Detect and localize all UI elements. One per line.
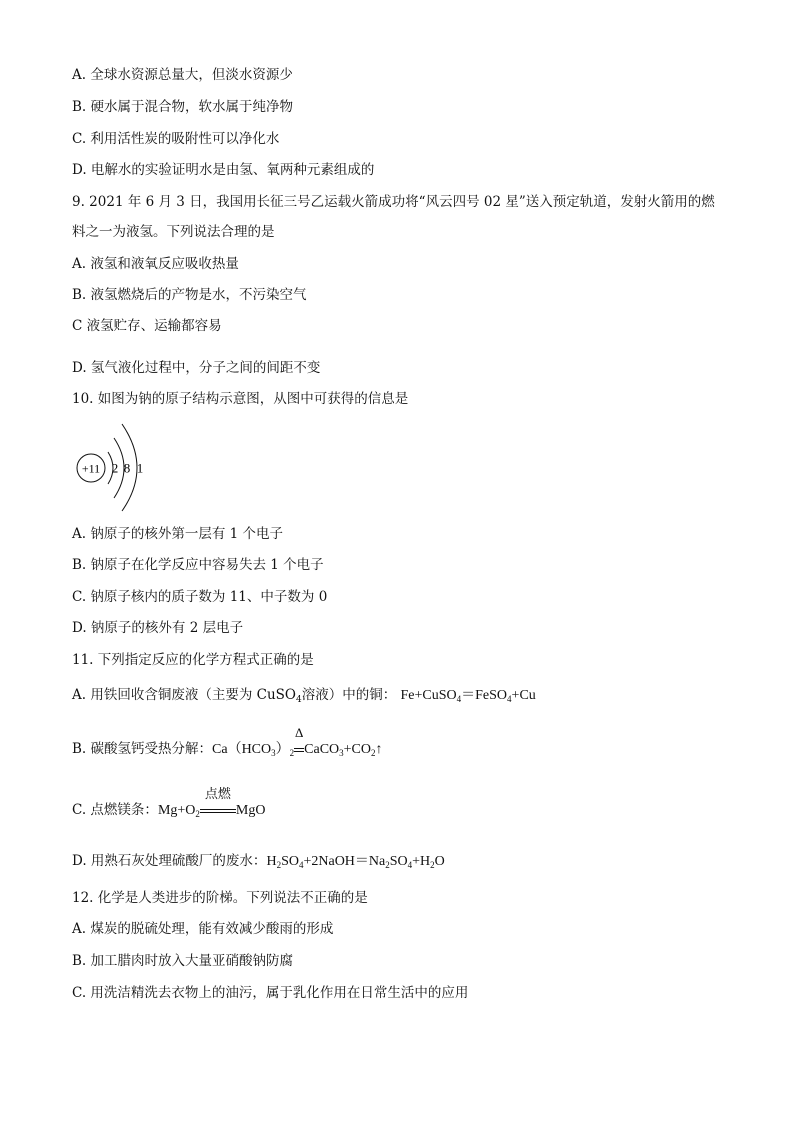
q11-b-label: B. 碳酸氢钙受热分解：	[72, 741, 213, 757]
q8-option-c: C. 利用活性炭的吸附性可以净化水	[72, 131, 280, 147]
q11-option-d	[72, 852, 445, 874]
q11-a-equation: Fe+CuSO$_4$＝FeSO$_4$+Cu	[400, 688, 536, 704]
q9-stem-line2: 料之一为液氢。下列说法合理的是	[72, 224, 275, 240]
q10-stem: 10. 如图为钠的原子结构示意图，从图中可获得的信息是	[72, 391, 409, 407]
q9-option-b: B. 液氢燃烧后的产物是水，不污染空气	[72, 287, 307, 303]
q11-a-label2: 溶液）中的铜：	[301, 687, 397, 703]
q11-a-label: A. 用铁回收含铜废液（主要为 CuSO	[72, 687, 296, 703]
q8-option-b: B. 硬水属于混合物，软水属于纯净物	[72, 99, 294, 115]
q11-d-label: D. 用熟石灰处理硫酸厂的废水：	[72, 853, 267, 869]
sodium-atom-diagram	[72, 418, 162, 514]
q12-option-a: A. 煤炭的脱硫处理，能有效减少酸雨的形成	[72, 921, 334, 937]
q11-option-a: A. 用铁回收含铜废液（主要为 CuSO$_4$溶液）中的铜： Fe+CuSO$_4$＝FeSO$_4$+Cu	[72, 687, 536, 705]
q8-option-a: A. 全球水资源总量大，但淡水资源少	[72, 67, 293, 83]
q10-option-c: C. 钠原子核内的质子数为 11、中子数为 0	[72, 589, 328, 605]
q11-c-equation: $Mg+O_2$ 点燃 MgO	[157, 786, 266, 819]
q11-option-b	[72, 725, 383, 762]
q9-option-a: A. 液氢和液氧反应吸收热量	[72, 256, 239, 272]
q12-option-b: B. 加工腊肉时放入大量亚硝酸钠防腐	[72, 953, 294, 969]
q9-option-d: D. 氢气液化过程中，分子之间的间距不变	[72, 360, 321, 376]
q11-c-label: C. 点燃镁条：	[72, 802, 158, 818]
q12-option-c: C. 用洗洁精洗去衣物上的油污，属于乳化作用在日常生活中的应用	[72, 985, 469, 1001]
q10-option-a: A. 钠原子的核外第一层有 1 个电子	[72, 526, 284, 542]
shell-electrons-3: 1	[136, 460, 144, 476]
q10-option-b: B. 钠原子在化学反应中容易失去 1 个电子	[72, 557, 324, 573]
q11-stem: 11. 下列指定反应的化学方程式正确的是	[72, 652, 314, 668]
nucleus-charge: +11	[81, 461, 101, 476]
q10-option-d: D. 钠原子的核外有 2 层电子	[72, 620, 244, 636]
q9-option-c: C 液氢贮存、运输都容易	[72, 318, 222, 334]
shell-electrons-2: 8	[123, 460, 131, 476]
q11-d-equation: $H_2SO_4+2NaOH=Na_2SO_4+H_2O$	[266, 854, 445, 870]
ignition-condition: 点燃	[200, 802, 236, 820]
q12-stem: 12. 化学是人类进步的阶梯。下列说法不正确的是	[72, 890, 368, 906]
q8-option-d: D. 电解水的实验证明水是由氢、氧两种元素组成的	[72, 162, 375, 178]
heating-condition: Δ	[294, 741, 304, 759]
q11-b-equation: $Ca(HCO_3)_2$ Δ $CaCO_3+CO_2↑$	[212, 725, 383, 758]
q9-stem-line1: 9. 2021 年 6 月 3 日，我国用长征三号乙运载火箭成功将“风云四号 02 星”送入预定轨道，发射火箭用的燃	[72, 194, 715, 210]
q11-option-c	[72, 786, 266, 823]
shell-electrons-1: 2	[111, 460, 119, 476]
